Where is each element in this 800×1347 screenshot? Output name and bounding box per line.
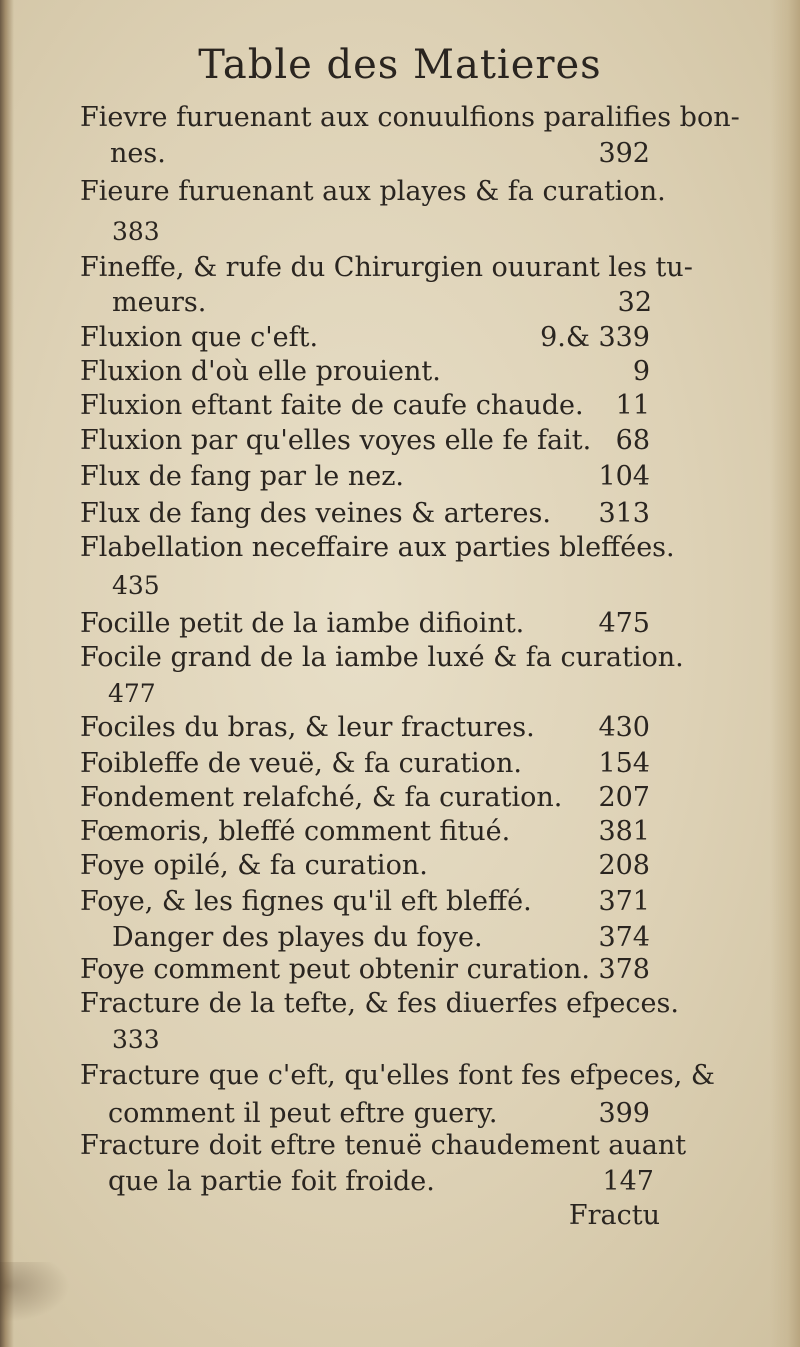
index-entry (80, 638, 684, 678)
entry-page-number: 104 (598, 461, 650, 492)
entry-page-number: 11 (615, 390, 650, 421)
entry-text-continuation: que la partie foit froide. (108, 1166, 435, 1197)
index-entry (80, 386, 650, 426)
entry-page-number: 477 (108, 679, 156, 708)
index-entry (80, 248, 693, 288)
entry-text: Fluxion d'où elle prouient. (80, 356, 441, 387)
index-entry (80, 172, 666, 212)
index-entry (80, 708, 650, 748)
entry-text: Flux de fang par le nez. (80, 461, 404, 492)
entry-text-continuation: nes. (110, 138, 166, 169)
entry-text: Flabellation neceffaire aux parties bleffées. (80, 532, 675, 563)
entry-text: Foye, & les fignes qu'il eft bleffé. (80, 886, 532, 917)
entry-page-number: 371 (598, 886, 650, 917)
entry-page-number: 9.& 339 (540, 322, 650, 353)
entry-page-number: 378 (598, 954, 650, 985)
index-entry (80, 984, 679, 1024)
entry-page-number: 435 (112, 571, 160, 600)
entry-text: Focile grand de la iambe luxé & fa curation. (80, 642, 684, 673)
entry-page-number: 147 (602, 1166, 654, 1197)
index-entry (80, 98, 740, 138)
index-entry (80, 1126, 687, 1166)
entry-page-number: 475 (598, 608, 650, 639)
entry-text: Foye opilé, & fa curation. (80, 850, 428, 881)
entry-page-number: 399 (598, 1098, 650, 1129)
page-header: Table des Matieres (198, 42, 602, 88)
page-edge-shadow (770, 0, 800, 1347)
entry-page-number: 381 (598, 816, 650, 847)
entry-text-continuation: comment il peut eftre guery. (108, 1098, 498, 1129)
entry-page-number: 383 (112, 217, 160, 246)
entry-text: Fracture que c'eft, qu'elles font fes efpeces, & (80, 1060, 715, 1091)
entry-text-continuation: meurs. (112, 287, 207, 318)
index-entry-continuation (112, 283, 652, 323)
index-entry (80, 421, 650, 461)
page-binding-shadow (0, 0, 14, 1347)
entry-page-number: 333 (112, 1025, 160, 1054)
entry-page-number: 9 (632, 356, 650, 387)
entry-page-number: 430 (598, 712, 650, 743)
entry-page-number: 392 (598, 138, 650, 169)
entry-text: Fluxion par qu'elles voyes elle fe fait. (80, 425, 592, 456)
entry-text: Fœmoris, bleffé comment fitué. (80, 816, 511, 847)
entry-text: Foye comment peut obtenir curation. (80, 954, 590, 985)
entry-text: Fineffe, & rufe du Chirurgien ouurant les tu- (80, 252, 693, 283)
entry-page-number: 313 (598, 498, 650, 529)
entry-page-number: 208 (598, 850, 650, 881)
entry-page-number: 68 (615, 425, 650, 456)
entry-text: Fluxion que c'eft. (80, 322, 319, 353)
entry-page-number: 32 (617, 287, 652, 318)
index-entry (80, 1056, 715, 1096)
index-entry (80, 882, 650, 922)
entry-text: Flux de fang des veines & arteres. (80, 498, 551, 529)
entry-text: Focille petit de la iambe difioint. (80, 608, 525, 639)
entry-text: Fluxion eftant faite de caufe chaude. (80, 390, 584, 421)
index-entry (80, 457, 650, 497)
entry-page-number: 207 (598, 782, 650, 813)
entry-text: Fondement relafché, & fa curation. (80, 782, 563, 813)
index-entry (80, 528, 675, 568)
entry-text: Fievre furuenant aux conuulfions paralifies bon- (80, 102, 740, 133)
catchword: Fractu (568, 1200, 660, 1231)
entry-text: Fociles du bras, & leur fractures. (80, 712, 535, 743)
entry-page-number: 154 (598, 748, 650, 779)
entry-text: Danger des playes du foye. (112, 922, 483, 953)
index-entry (80, 846, 650, 886)
entry-text: Fieure furuenant aux playes & fa curation. (80, 176, 666, 207)
index-entry-continuation (110, 134, 650, 174)
entry-text: Fracture de la tefte, & fes diuerfes efpeces. (80, 988, 679, 1019)
entry-page-number: 374 (598, 922, 650, 953)
entry-text: Foibleffe de veuë, & fa curation. (80, 748, 522, 779)
ink-stain (0, 1262, 70, 1322)
entry-text: Fracture doit eftre tenuë chaudement auant (80, 1130, 687, 1161)
